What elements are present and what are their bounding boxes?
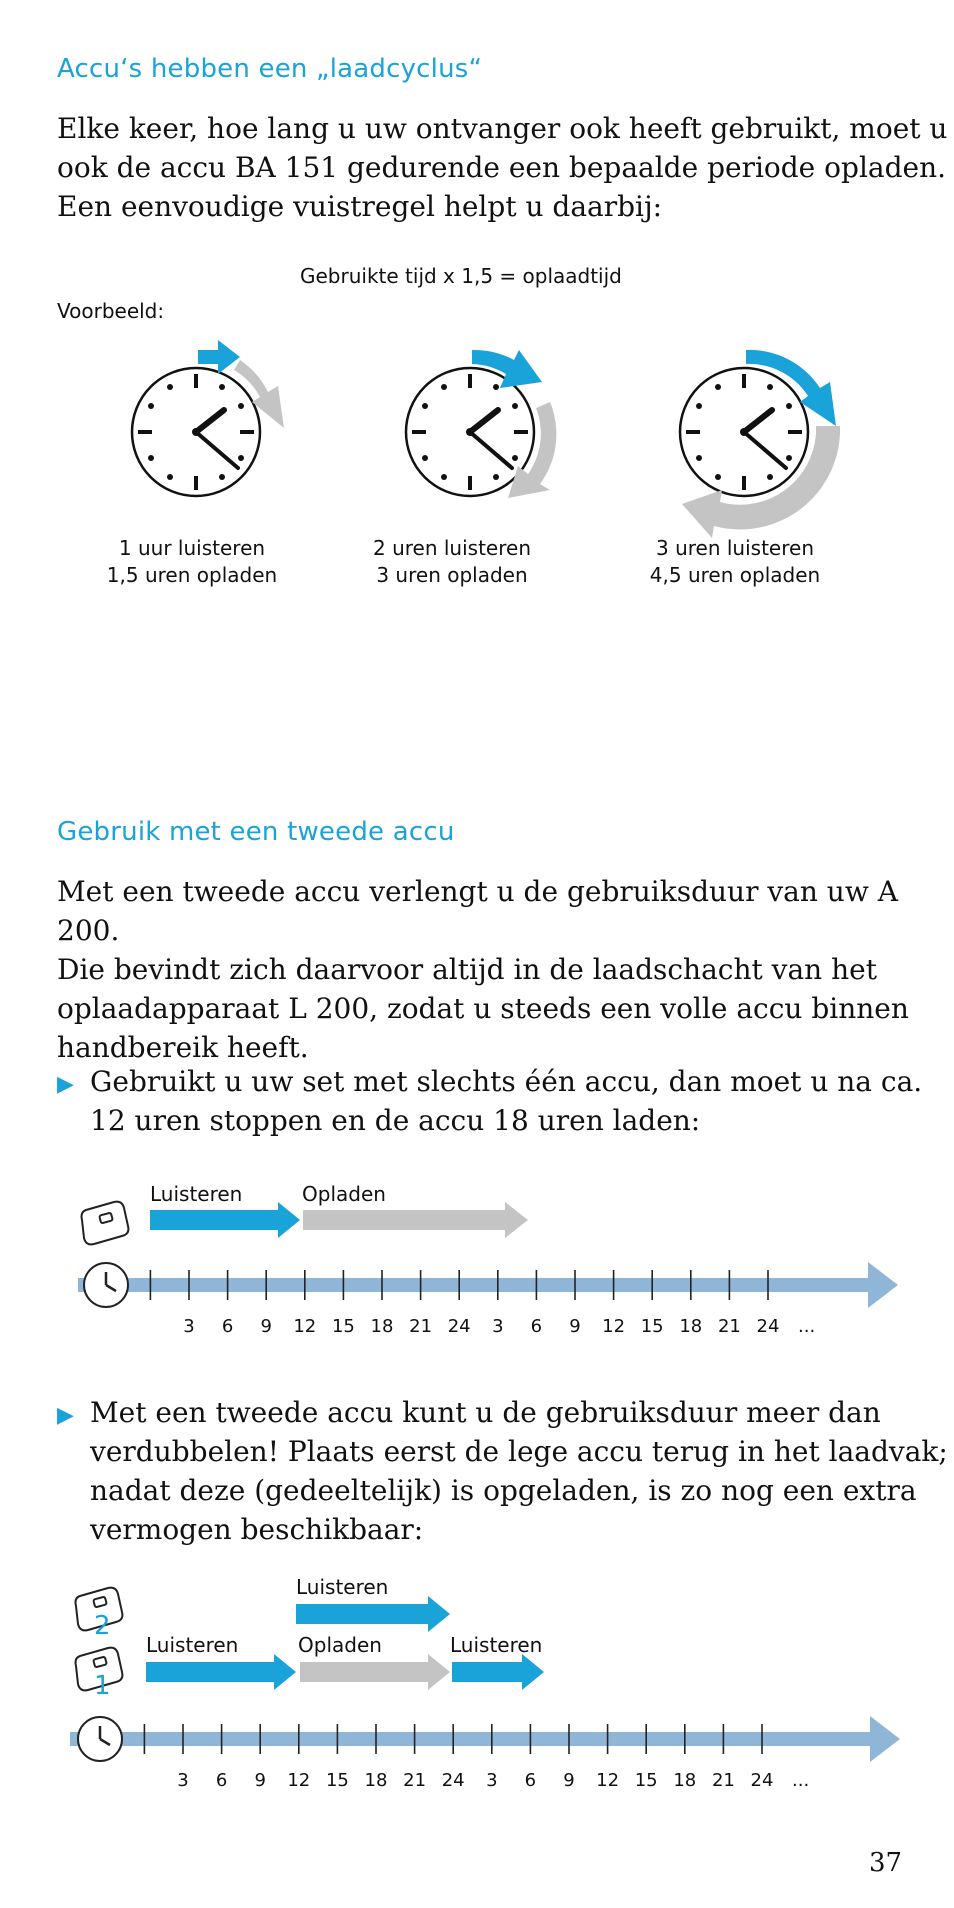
tick-label: 21: [403, 1770, 427, 1791]
time-axis: [78, 1262, 898, 1308]
tick-label: 6: [530, 1316, 543, 1337]
listen-arrow-battery-1-again: [452, 1654, 544, 1690]
caption-line: 4,5 uren opladen: [649, 563, 821, 587]
tick-label: 3: [183, 1316, 195, 1337]
paragraph-line: handbereik heeft.: [57, 1031, 309, 1064]
example-label: Voorbeeld:: [57, 299, 165, 323]
caption-line: 3 uren opladen: [376, 563, 528, 587]
tick-label: 6: [221, 1316, 234, 1337]
tick-label: 21: [711, 1770, 735, 1791]
example-caption-1: [72, 535, 312, 589]
paragraph-line: Elke keer, hoe lang u uw ontvanger ook heeft gebruikt, moet u: [57, 112, 948, 145]
intro-paragraph: [57, 109, 947, 226]
tick-labels: [183, 1316, 815, 1337]
tick-label: ...: [798, 1316, 816, 1337]
listen-label-2: Luisteren: [450, 1633, 543, 1657]
tick-label: 12: [602, 1316, 626, 1337]
charge-arrow: [303, 1202, 528, 1238]
caption-line: 2 uren luisteren: [373, 536, 531, 560]
battery-number: 2: [94, 1611, 111, 1641]
tick-label: 3: [177, 1770, 189, 1791]
listen-arrow: [150, 1202, 300, 1238]
tick-label: 12: [596, 1770, 620, 1791]
paragraph-line: verdubbelen! Plaats eerst de lege accu terug in het laadvak;: [90, 1435, 948, 1468]
tick-label: 3: [486, 1770, 498, 1791]
paragraph-line: oplaadapparaat L 200, zodat u steeds een volle accu binnen: [57, 992, 909, 1025]
listen-label-top: Luisteren: [296, 1575, 389, 1599]
section-heading-second-battery: Gebruik met een tweede accu: [57, 817, 455, 847]
paragraph-line: nadat deze (gedeeltelijk) is opgeladen, is zo nog een extra: [90, 1474, 917, 1507]
paragraph-line: 12 uren stoppen en de accu 18 uren laden:: [90, 1104, 701, 1137]
charge-arrow: [300, 1654, 450, 1690]
tick-label: 18: [679, 1316, 703, 1337]
section-heading-charge-cycle: Accu‘s hebben een „laadcyclus“: [57, 54, 483, 84]
paragraph-line: Met een tweede accu verlengt u de gebruiksduur van uw A 200.: [57, 875, 898, 947]
charge-label: Opladen: [302, 1182, 386, 1206]
clock-icon: [84, 1263, 128, 1307]
tick-label: 18: [364, 1770, 388, 1791]
second-battery-paragraph: [57, 872, 954, 1067]
tick-label: 15: [634, 1770, 658, 1791]
tick-label: 24: [441, 1770, 465, 1791]
tick-labels: [177, 1770, 809, 1791]
bullet-arrow-icon: ▶: [57, 1402, 74, 1427]
paragraph-line: vermogen beschikbaar:: [90, 1513, 424, 1546]
time-axis: [70, 1716, 900, 1762]
tick-label: 15: [331, 1316, 355, 1337]
listen-arrow-battery-2: [296, 1596, 450, 1632]
tick-label: 18: [370, 1316, 394, 1337]
clock-2: [406, 350, 556, 498]
tick-label: 9: [260, 1316, 272, 1337]
paragraph-line: Met een tweede accu kunt u de gebruiksduur meer dan: [90, 1396, 881, 1429]
paragraph-line: Die bevindt zich daarvoor altijd in de laadschacht van het: [57, 953, 877, 986]
clock-icon: [78, 1717, 122, 1761]
example-caption-3: [615, 535, 855, 589]
clock-3: [680, 350, 840, 538]
tick-label: 6: [215, 1770, 228, 1791]
battery-1-icon: [76, 1648, 123, 1701]
tick-label: 9: [569, 1316, 581, 1337]
tick-label: ...: [792, 1770, 810, 1791]
paragraph-line: Gebruikt u uw set met slechts één accu, dan moet u na ca.: [90, 1065, 923, 1098]
clock-diagrams: [0, 320, 954, 540]
caption-line: 3 uren luisteren: [656, 536, 814, 560]
tick-label: 12: [293, 1316, 317, 1337]
tick-label: 21: [409, 1316, 433, 1337]
caption-line: 1 uur luisteren: [118, 536, 266, 560]
tick-label: 18: [673, 1770, 697, 1791]
bullet-paragraph-1: [90, 1062, 922, 1140]
tick-label: 24: [756, 1316, 780, 1337]
tick-label: 6: [524, 1770, 537, 1791]
tick-label: 24: [447, 1316, 471, 1337]
timeline-single-battery: [0, 1170, 954, 1340]
battery-2-icon: [76, 1588, 123, 1641]
bullet-arrow-icon: ▶: [57, 1071, 74, 1096]
tick-label: 3: [492, 1316, 504, 1337]
tick-label: 21: [717, 1316, 741, 1337]
battery-number: 1: [94, 1671, 111, 1701]
tick-label: 24: [750, 1770, 774, 1791]
timeline-two-batteries: [0, 1570, 954, 1800]
tick-label: 9: [563, 1770, 575, 1791]
charge-label: Opladen: [298, 1633, 382, 1657]
caption-line: 1,5 uren opladen: [106, 563, 278, 587]
listen-arrow-battery-1: [146, 1654, 296, 1690]
tick-label: 12: [287, 1770, 311, 1791]
page-number: 37: [869, 1848, 903, 1878]
tick-label: 9: [254, 1770, 266, 1791]
bullet-paragraph-2: [90, 1393, 948, 1549]
formula-text: Gebruikte tijd x 1,5 = oplaadtijd: [300, 264, 622, 288]
listen-label-1: Luisteren: [146, 1633, 239, 1657]
paragraph-line: ook de accu BA 151 gedurende een bepaalde periode opladen.: [57, 151, 947, 184]
paragraph-line: Een eenvoudige vuistregel helpt u daarbij:: [57, 190, 663, 223]
clock-1: [132, 340, 284, 496]
listen-label: Luisteren: [150, 1182, 243, 1206]
example-caption-2: [332, 535, 572, 589]
battery-icon: [82, 1202, 129, 1245]
tick-label: 15: [640, 1316, 664, 1337]
tick-label: 15: [325, 1770, 349, 1791]
